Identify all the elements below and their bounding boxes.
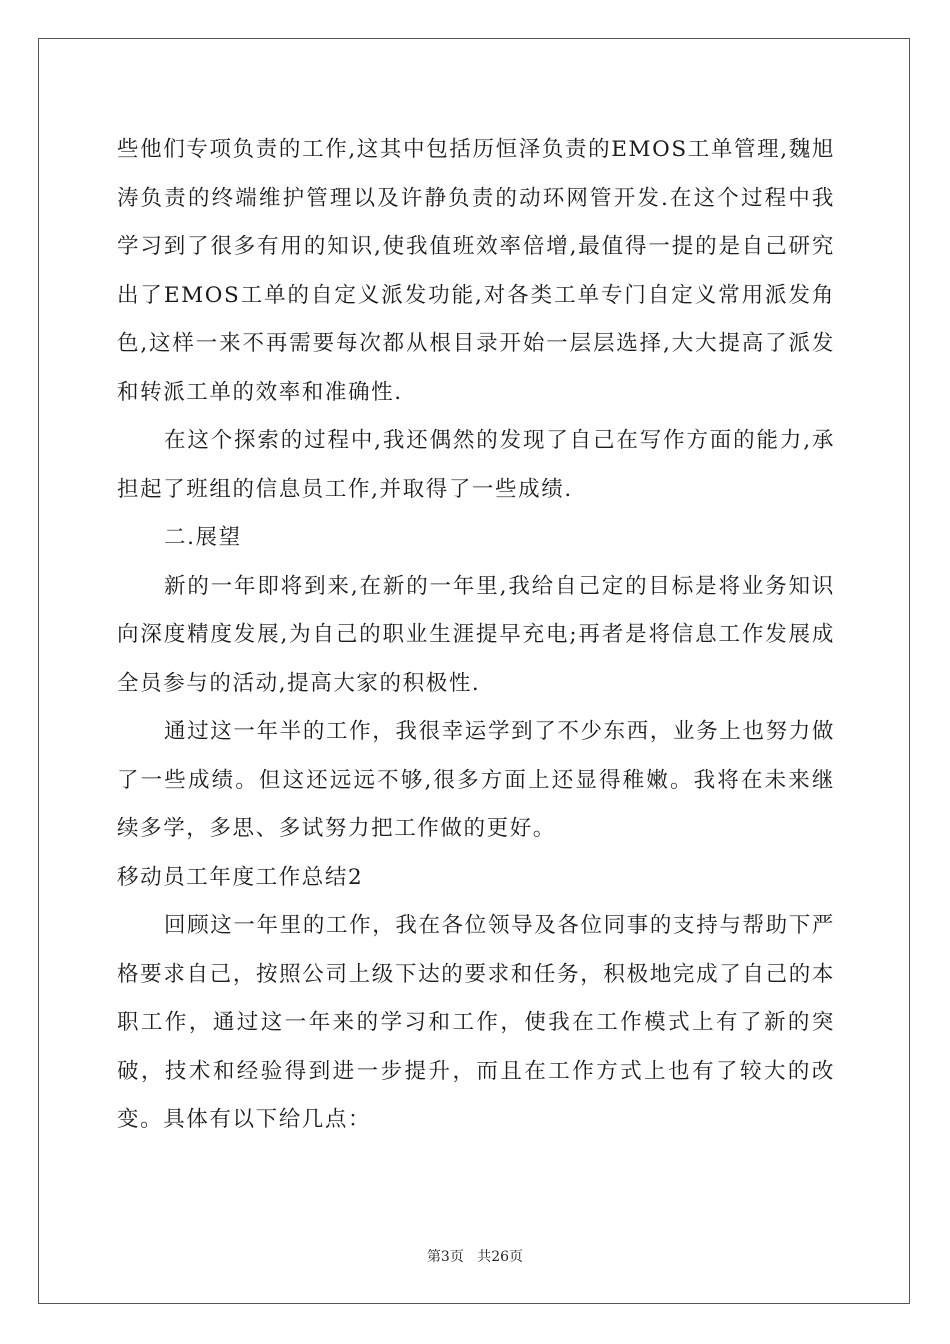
paragraph-summary: 通过这一年半的工作，我很幸运学到了不少东西，业务上也努力做了一些成绩。但这还远远不够,很多方面上还显得稚嫩。我将在未来继续多学，多思、多试努力把工作做的更好。: [117, 719, 835, 841]
page-number: 第3页: [426, 1249, 464, 1265]
document-body: [117, 126, 835, 1145]
section-heading-outlook: 二.展望: [164, 525, 242, 550]
paragraph-review: 回顾这一年里的工作，我在各位领导及各位同事的支持与帮助下严格要求自己，按照公司上级下达的要求和任务，积极地完成了自己的本职工作，通过这一年来的学习和工作，使我在工作模式上有了新的突破，技术和经验得到进一步提升，而且在工作方式上也有了较大的改变。具体有以下给几点：: [117, 913, 835, 1132]
document-title-2: 移动员工年度工作总结2: [117, 864, 364, 890]
paragraph-continuation: 些他们专项负责的工作,这其中包括历恒泽负责的EMOS工单管理,魏旭涛负责的终端维护管理以及许静负责的动环网管开发.在这个过程中我学习到了很多有用的知识,使我值班效率倍增,最值得一提的是自己研究出了EMOS工单的自定义派发功能,对各类工单专门自定义常用派发角色,这样一来不再需要每次都从根目录开始一层层选择,大大提高了派发和转派工单的效率和准确性.: [117, 137, 835, 405]
total-pages: 共26页: [477, 1249, 524, 1265]
paragraph-new-year-goals: 新的一年即将到来,在新的一年里,我给自己定的目标是将业务知识向深度精度发展,为自己的职业生涯提早充电;再者是将信息工作发展成全员参与的活动,提高大家的积极性.: [117, 573, 835, 696]
page-footer: [0, 1246, 950, 1266]
paragraph-writing-ability: 在这个探索的过程中,我还偶然的发现了自己在写作方面的能力,承担起了班组的信息员工作,并取得了一些成绩.: [117, 428, 835, 502]
